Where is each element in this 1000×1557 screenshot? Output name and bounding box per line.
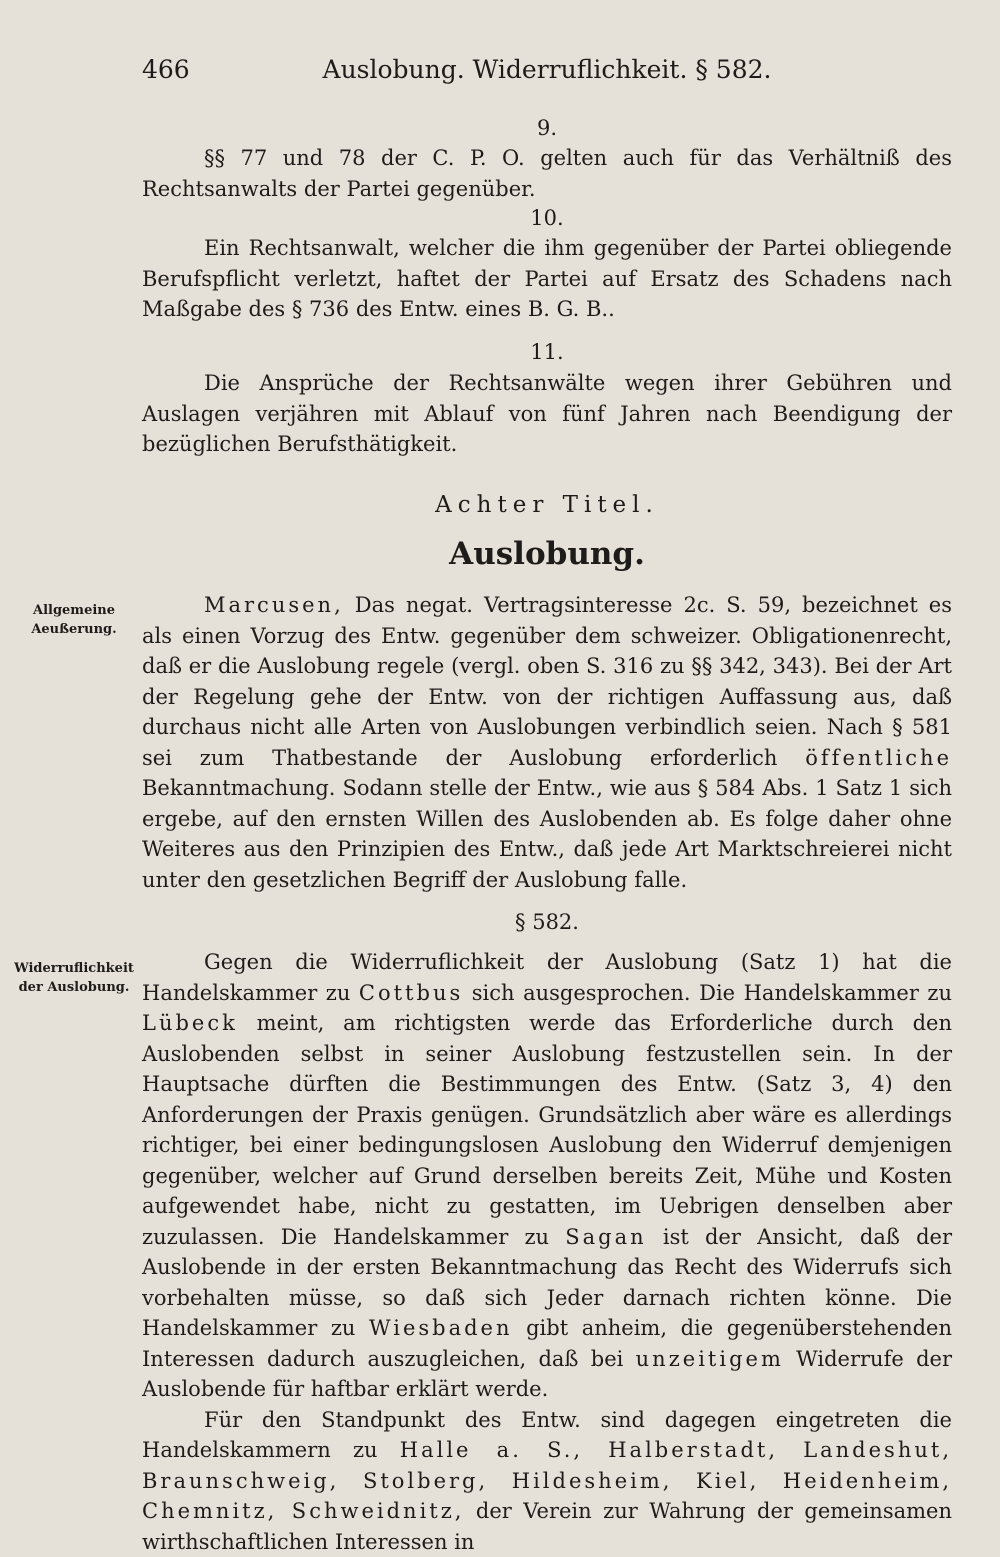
city-cottbus: Cottbus (359, 981, 463, 1005)
title-number: Achter Titel. (142, 492, 952, 518)
section-number-11: 11. (142, 340, 952, 364)
allgemeine-paragraph: Marcusen, Das negat. Vertragsinteresse 2c. S. 59, bezeichnet es als einen Vorzug des Entw. gegenüber dem schweizer. Obligationenrecht, daß er die Auslobung regele (vergl. oben S. 316 zu §§ 342, 343). Bei der Art der Regelung gehe der Entw. von der richtigen Auffassung aus, daß durchaus nicht alle Arten von Auslobungen verbindlich seien. Nach § 581 sei zum Thatbestande der Auslobung erforderlich öffentliche Bekanntmachung. Sodann stelle der Entw., wie aus § 584 Abs. 1 Satz 1 sich ergebe, auf den ernsten Willen des Auslobenden ab. Es folge daher ohne Weiteres aus den Prinzipien des Entw., daß jede Art Marktschreierei nicht unter den gesetzlichen Begriff der Auslobung falle. (142, 590, 952, 895)
city-sagan: Sagan (565, 1225, 646, 1249)
margin-note-widerruf: Widerruflichkeit der Auslobung. (14, 959, 134, 997)
city-luebeck: Lübeck (142, 1011, 238, 1035)
section-11-text: Die Ansprüche der Rechtsanwälte wegen ihrer Gebühren und Auslagen verjähren mit Ablauf von fünf Jahren nach Beendigung der bezüglichen Berufsthätigkeit. (142, 368, 952, 460)
city-wiesbaden: Wiesbaden (369, 1316, 513, 1340)
section-number-9: 9. (142, 116, 952, 140)
section-582-number: § 582. (142, 910, 952, 934)
section-number-10: 10. (142, 206, 952, 230)
section-heading: Auslobung. (142, 536, 952, 572)
running-header (142, 55, 952, 87)
page-number: 466 (142, 55, 190, 84)
running-title: Auslobung. Widerruflichkeit. § 582. (142, 55, 952, 84)
emphasis-oeffentliche: öffentliche (805, 746, 952, 770)
emphasis-unzeitigem: unzeitigem (636, 1347, 784, 1371)
section-10-text: Ein Rechtsanwalt, welcher die ihm gegenüber der Partei obliegende Berufspflicht verletzt, haftet der Partei auf Ersatz des Schadens nach Maßgabe des § 736 des Entw. eines B. G. B.. (142, 233, 952, 325)
section-582-paragraph-2: Für den Standpunkt des Entw. sind dagegen eingetreten die Handelskammern zu Halle a. S., Halberstadt, Landeshut, Braunschweig, Stolberg, Hildesheim, Kiel, Heidenheim, Chemnitz, Schweidnitz, der Verein zur Wahrung der gemeinsamen wirthschaftlichen Interessen in (142, 1405, 952, 1557)
section-582-paragraph-1: Gegen die Widerruflichkeit der Auslobung (Satz 1) hat die Handelskammer zu Cottbus sich ausgesprochen. Die Handelskammer zu Lübeck meint, am richtigsten werde das Erforderliche durch den Auslobenden selbst in seiner Auslobung festzustellen sein. In der Hauptsache dürften die Bestimmungen des Entw. (Satz 3, 4) den Anforderungen der Praxis genügen. Grundsätzlich aber wäre es allerdings richtiger, bei einer bedingungslosen Auslobung den Widerruf demjenigen gegenüber, welcher auf Grund derselben bereits Zeit, Mühe und Kosten aufgewendet habe, nicht zu gestatten, im Uebrigen denselben aber zuzulassen. Die Handelskammer zu Sagan ist der Ansicht, daß der Auslobende in der ersten Bekanntmachung das Recht des Widerrufs sich vorbehalten müsse, so daß sich Jeder darnach richten könne. Die Handelskammer zu Wiesbaden gibt anheim, die gegenüberstehenden Interessen dadurch auszugleichen, daß bei unzeitigem Widerrufe der Auslobende für haftbar erklärt werde. (142, 947, 952, 1405)
city-list: Halle a. S., Halberstadt, Landeshut, Braunschweig, Stolberg, Hildesheim, Kiel, Heidenheim, Chemnitz, Schweidnitz, (142, 1438, 952, 1523)
margin-note-allgemeine: Allgemeine Aeußerung. (14, 601, 134, 639)
section-9-text: §§ 77 und 78 der C. P. O. gelten auch für das Verhältniß des Rechtsanwalts der Partei gegenüber. (142, 143, 952, 204)
author-name: Marcusen, (204, 593, 344, 617)
